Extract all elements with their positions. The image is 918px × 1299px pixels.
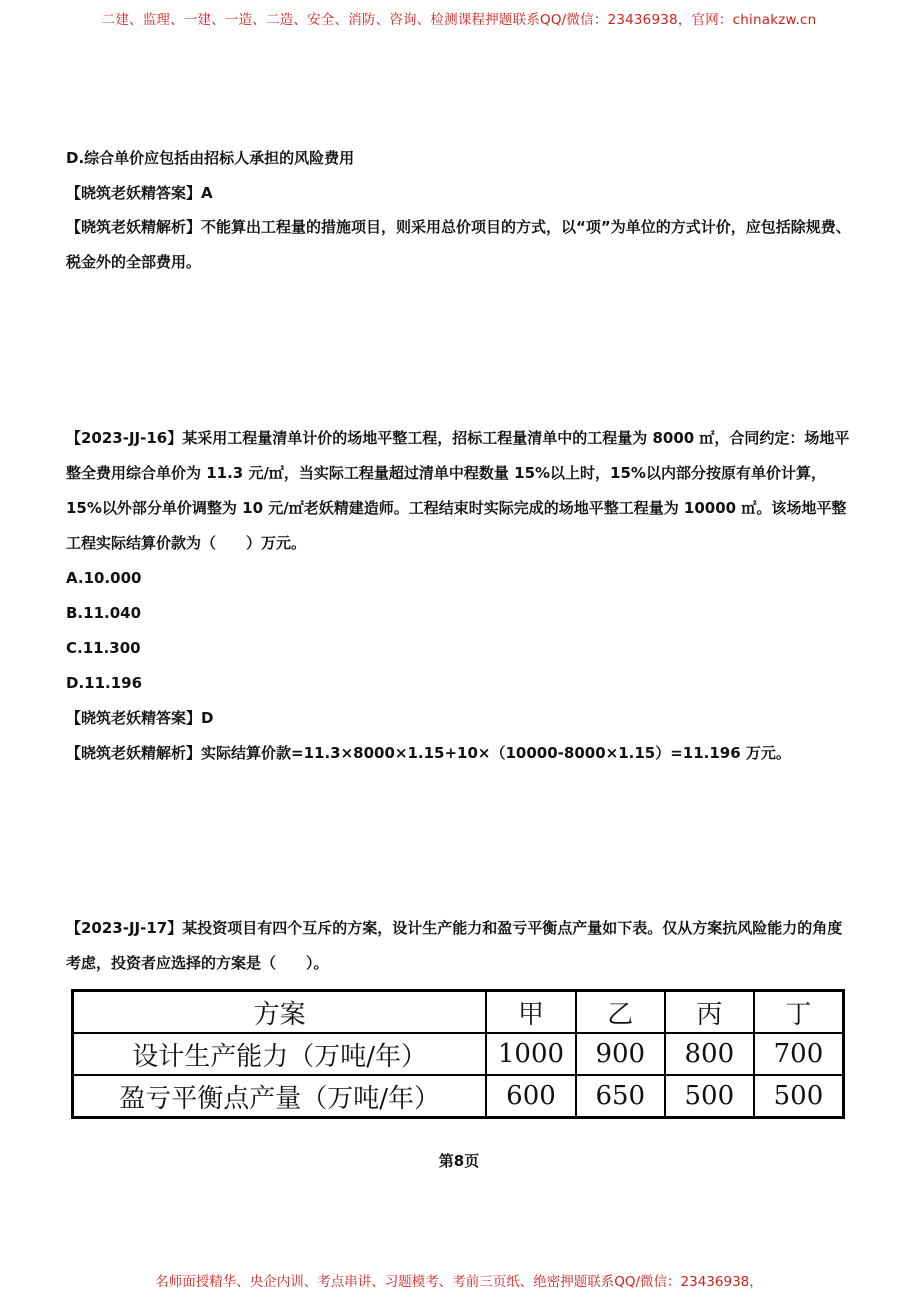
q16-answer: 【晓筑老妖精答案】D	[66, 709, 214, 727]
q16-option-d: D.11.196	[66, 674, 143, 692]
plan-comparison-table	[71, 989, 845, 1119]
q17-stem: 【2023-JJ-17】某投资项目有四个互斥的方案，设计生产能力和盈亏平衡点产量如下表。仅从方案抗风险能力的角度考虑，投资者应选择的方案是（ ）。	[66, 919, 843, 972]
q16-analysis: 【晓筑老妖精解析】实际结算价款=11.3×8000×1.15+10×（10000-8000×1.15）=11.196 万元。	[66, 744, 791, 762]
q16-option-a: A.10.000	[66, 569, 142, 587]
table-header-cell: 方案	[73, 991, 487, 1034]
table-header-row	[73, 991, 844, 1034]
table-cell: 800	[665, 1033, 754, 1075]
table-header-cell: 丙	[665, 991, 754, 1034]
q16-option-b: B.11.040	[66, 604, 142, 622]
table-header-cell: 丁	[754, 991, 844, 1034]
q15-answer: 【晓筑老妖精答案】A	[66, 184, 213, 202]
table-cell: 600	[486, 1075, 575, 1118]
table-cell: 500	[754, 1075, 844, 1118]
table-cell: 700	[754, 1033, 844, 1075]
q15-analysis: 【晓筑老妖精解析】不能算出工程量的措施项目，则采用总价项目的方式，以“项”为单位的方式计价，应包括除规费、税金外的全部费用。	[66, 218, 851, 271]
q16-option-c: C.11.300	[66, 639, 141, 657]
table-cell: 500	[665, 1075, 754, 1118]
table-header-cell: 甲	[486, 991, 575, 1034]
table-cell: 650	[576, 1075, 665, 1118]
table-cell: 设计生产能力（万吨/年）	[73, 1033, 487, 1075]
page-footer-banner: 名师面授精华、央企内训、考点串讲、习题模考、考前三页纸、绝密押题联系QQ/微信：23436938，	[155, 1274, 763, 1290]
page-number: 第8页	[438, 1152, 480, 1170]
table-cell: 1000	[486, 1033, 575, 1075]
table-row	[73, 1075, 844, 1118]
table-cell: 盈亏平衡点产量（万吨/年）	[73, 1075, 487, 1118]
q15-option-d: D.综合单价应包括由招标人承担的风险费用	[66, 149, 355, 167]
table-header-cell: 乙	[576, 991, 665, 1034]
table-cell: 900	[576, 1033, 665, 1075]
table-row	[73, 1033, 844, 1075]
q16-stem: 【2023-JJ-16】某采用工程量清单计价的场地平整工程，招标工程量清单中的工程量为 8000 ㎡，合同约定：场地平整全费用综合单价为 11.3 元/㎡，当实际工程量超过清单中程数量 15%以上时，15%以内部分按原有单价计算，15%以外部分单价调整为 10 元/㎡老妖精建造师。工程结束时实际完成的场地平整工程量为 10000 ㎡。该场地平整工程实际结算价款为（ ）万元。	[66, 429, 850, 552]
page-header-banner: 二建、监理、一建、一造、二造、安全、消防、咨询、检测课程押题联系QQ/微信：23436938，官网：chinakzw.cn	[101, 12, 817, 28]
